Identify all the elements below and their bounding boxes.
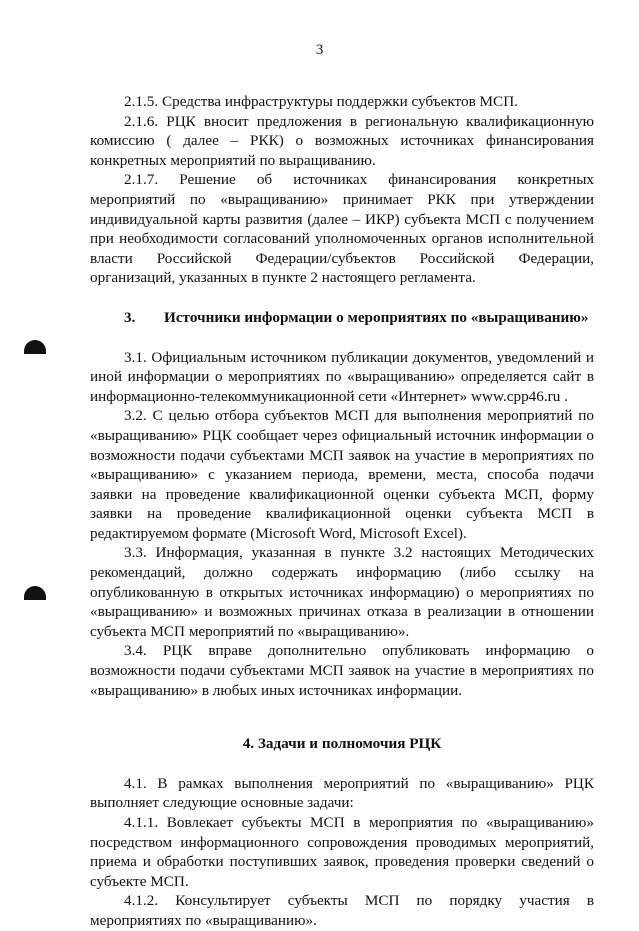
section-3-title: Источники информации о мероприятиях по «выращиванию»: [164, 308, 589, 326]
section-4-heading: 4. Задачи и полномочия РЦК: [242, 735, 442, 753]
paragraph-4-1: 4.1. В рамках выполнения мероприятий по «выращиванию» РЦК выполняет следующие основные задачи:: [90, 774, 594, 812]
punch-hole-mark: [24, 586, 46, 600]
paragraph-4-1-1: 4.1.1. Вовлекает субъекты МСП в мероприятия по «выращиванию» посредством информационного сопровождения проводимых мероприятий, приема и обработки поступивших заявок, проведения проверки сведений о субъекте МСП.: [90, 814, 594, 890]
section-3-number: 3.: [124, 308, 136, 326]
page-number: 3: [315, 41, 324, 58]
paragraph-2-1-7: 2.1.7. Решение об источниках финансирования конкретных мероприятий по «выращиванию» принимает РКК при утверждении индивидуальной карты развития (далее – ИКР) субъекта МСП с получением при необходимости согласований уполномоченных органов исполнительной власти Российской Федерации/субъектов Российской Федерации, организаций, указанных в пункте 2 настоящего регламента.: [90, 171, 594, 287]
paragraph-3-2: 3.2. С целью отбора субъектов МСП для выполнения мероприятий по «выращиванию» РЦК сообщает через официальный источник информации о возможности подачи субъектами МСП заявок на участие в мероприятиях по «выращиванию» с указанием периода, времени, места, способа подачи заявки на проведение квалификационной оценки субъекта МСП, форму заявки на проведение квалификационной оценки субъекта МСП в редактируемом формате (Microsoft Word, Microsoft Excel).: [90, 407, 594, 542]
paragraph-3-3: 3.3. Информация, указанная в пункте 3.2 настоящих Методических рекомендаций, должно содержать информацию (либо ссылку на опубликованную в открытых источниках информацию) о мероприятиях по «выращиванию» и возможных причинах отказа в реализации в отношении субъекта МСП мероприятий по «выращиванию».: [90, 544, 594, 640]
paragraph-3-4: 3.4. РЦК вправе дополнительно опубликовать информацию о возможности подачи субъектами МСП заявок на участие в мероприятиях по «выращиванию» в любых иных источниках информации.: [90, 642, 594, 699]
paragraph-4-1-2: 4.1.2. Консультирует субъекты МСП по порядку участия в мероприятиях по «выращиванию».: [90, 892, 594, 929]
paragraph-2-1-6: 2.1.6. РЦК вносит предложения в региональную квалификационную комиссию ( далее – РКК) о возможных источниках финансирования конкретных мероприятий по выращиванию.: [90, 112, 594, 169]
section-3-heading: [90, 308, 594, 328]
punch-hole-mark: [24, 340, 46, 354]
document-body: [90, 92, 594, 931]
paragraph-2-1-5: 2.1.5. Средства инфраструктуры поддержки субъектов МСП.: [124, 93, 518, 110]
paragraph-3-1: 3.1. Официальным источником публикации документов, уведомлений и иной информации о мероприятиях по «выращиванию» определяется сайт в информационно-телекоммуникационной сети «Интернет» www.cpp46.ru .: [90, 348, 594, 405]
